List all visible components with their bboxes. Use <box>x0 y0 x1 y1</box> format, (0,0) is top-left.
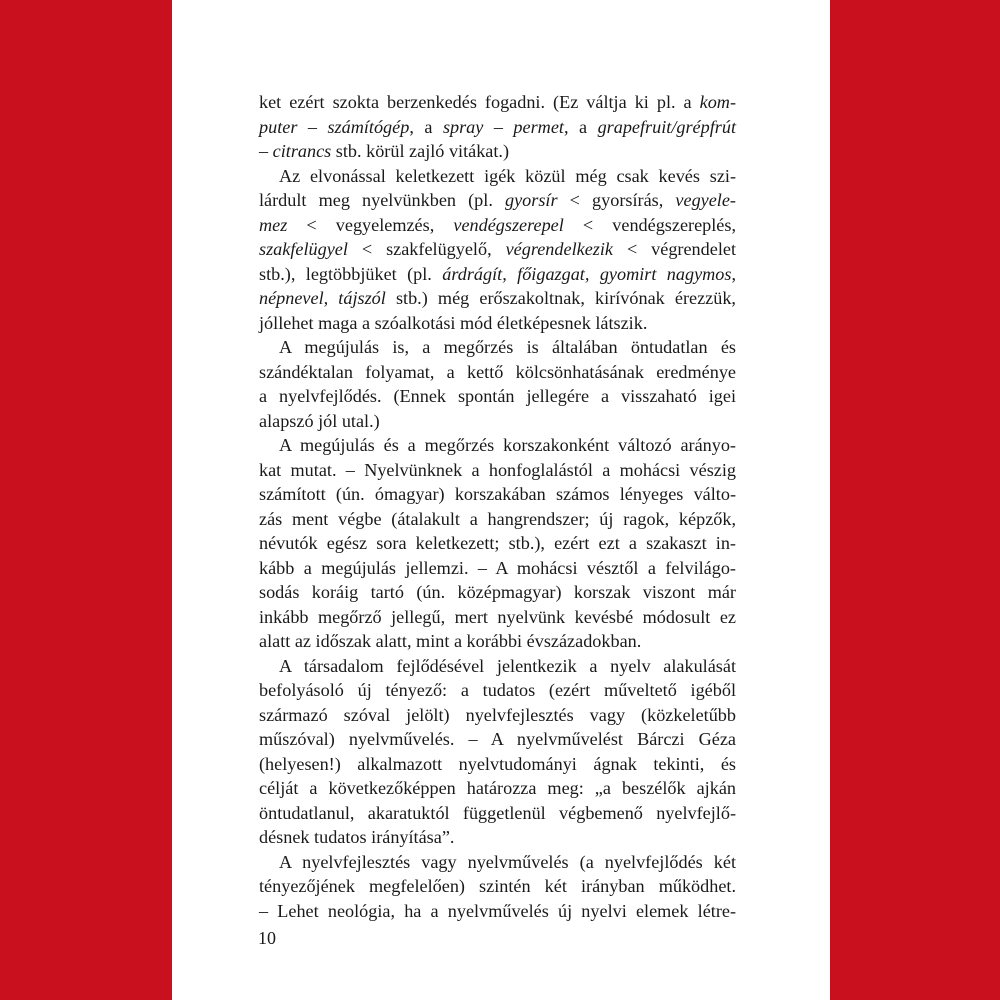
text-run: lárdult meg nyelvünkben (pl. <box>259 190 505 210</box>
text-run: < gyorsírás, <box>557 190 676 210</box>
text-line: számított (ún. ómagyar) korszakában számos lényeges válto- <box>259 484 736 504</box>
italic-run: kom- <box>699 92 736 112</box>
text-line: jóllehet maga a szóalkotási mód életképesnek látszik. <box>259 312 648 333</box>
text-line: kat mutat. – Nyelvünknek a honfoglalástól a mohácsi vészig <box>259 459 736 480</box>
italic-run: vegyele- <box>675 190 736 210</box>
text-line: kább a megújulás jellemzi. – A mohácsi vésztől a felvilágo- <box>259 557 736 578</box>
book-page <box>172 0 830 1000</box>
italic-run: vendégszerepel <box>453 214 564 235</box>
text-line: származó szóval jelölt) nyelvfejlesztés vagy (közkeletűbb <box>259 704 736 725</box>
text-run: stb.), legtöbbjüket (pl. <box>259 263 443 284</box>
text-line <box>259 115 736 140</box>
text-line: A megújulás és a megőrzés korszakonként változó arányo- <box>279 435 736 455</box>
paragraph-1 <box>259 90 736 164</box>
italic-run: gyorsír <box>505 190 558 210</box>
italic-run: – citrancs <box>259 141 332 161</box>
text-line <box>259 188 736 213</box>
text-run: ket ezért szokta berzenkedés fogadni. (Ez váltja ki pl. a <box>259 92 700 112</box>
paragraph-5 <box>259 654 736 850</box>
italic-run: mez <box>259 214 288 235</box>
text-run: , <box>731 263 736 284</box>
text-run: stb.) még erőszakoltnak, kirívónak érezzük, <box>385 288 736 308</box>
text-line: alapszó jól utal.) <box>259 410 380 431</box>
text-run: < vegyelemzés, <box>287 214 454 235</box>
page-number: 10 <box>258 928 276 948</box>
text-line <box>259 262 736 287</box>
text-run: , a <box>409 116 443 137</box>
text-line: befolyásoló új tényező: a tudatos (ezért műveltető igéből <box>259 680 736 700</box>
italic-run: végrendelkezik <box>505 239 613 259</box>
text-line <box>259 139 736 164</box>
text-line: zás ment végbe (átalakult a hangrendszer; új ragok, képzők, <box>259 508 736 529</box>
text-line: A megújulás is, a megőrzés is általában öntudatlan és <box>279 337 736 357</box>
text-line: – Lehet neológia, ha a nyelvművelés új nyelvi elemek létre- <box>259 900 736 921</box>
text-line <box>259 90 736 115</box>
text-line <box>259 237 736 262</box>
text-line: Az elvonással keletkezett igék közül még csak kevés szi- <box>279 165 736 186</box>
text-line: désnek tudatos irányítása”. <box>259 827 455 847</box>
text-run: < szakfelügyelő, <box>347 239 506 259</box>
text-line: névutók egész sora keletkezett; stb.), ezért ezt a szakaszt in- <box>259 533 736 553</box>
paragraph-4 <box>259 433 736 654</box>
text-run: , a <box>563 116 598 137</box>
paragraph-6 <box>259 850 736 924</box>
text-line: tényezőjének megfelelően) szintén két irányban működhet. <box>259 876 736 896</box>
italic-run: spray – permet <box>442 116 564 137</box>
text-line: A társadalom fejlődésével jelentkezik a nyelv alakulását <box>279 655 736 676</box>
text-line <box>259 286 736 311</box>
text-line: szándéktalan folyamat, a kettő kölcsönhatásának eredménye <box>259 361 736 382</box>
text-line: célját a következőképpen határozza meg: „a beszélők ajkán <box>259 778 736 798</box>
text-line: műszóval) nyelvművelés. – A nyelvművelést Bárczi Géza <box>259 729 736 749</box>
paragraph-2 <box>259 164 736 336</box>
text-line: inkább megőrző jellegű, mert nyelvünk kevésbé módosult ez <box>259 606 736 627</box>
body-text <box>259 90 736 923</box>
text-run: < végrendelet <box>612 239 736 259</box>
text-line <box>259 213 736 238</box>
italic-run: grapefruit/grépfrút <box>597 116 736 137</box>
text-line: (helyesen!) alkalmazott nyelvtudományi ágnak tekinti, és <box>259 753 736 774</box>
italic-run: árdrágít, főigazgat, gyomirt nagymos <box>442 263 732 284</box>
paragraph-3 <box>259 335 736 433</box>
italic-run: szakfelügyel <box>259 239 348 259</box>
text-line: A nyelvfejlesztés vagy nyelvművelés (a nyelvfejlődés két <box>279 851 736 872</box>
text-line: öntudatlanul, akaratuktól függetlenül végbemenő nyelvfejlő- <box>259 802 736 823</box>
italic-run: népnevel, tájszól <box>259 288 386 308</box>
text-run: < vendégszereplés, <box>563 214 736 235</box>
text-run: stb. körül zajló vitákat.) <box>331 141 510 161</box>
text-line: a nyelvfejlődés. (Ennek spontán jellegére a visszaható igei <box>259 386 736 406</box>
italic-run: puter – számítógép <box>259 116 410 137</box>
text-line: sodás koráig tartó (ún. középmagyar) korszak viszont már <box>259 582 736 602</box>
text-line: alatt az időszak alatt, mint a korábbi évszázadokban. <box>259 631 642 651</box>
